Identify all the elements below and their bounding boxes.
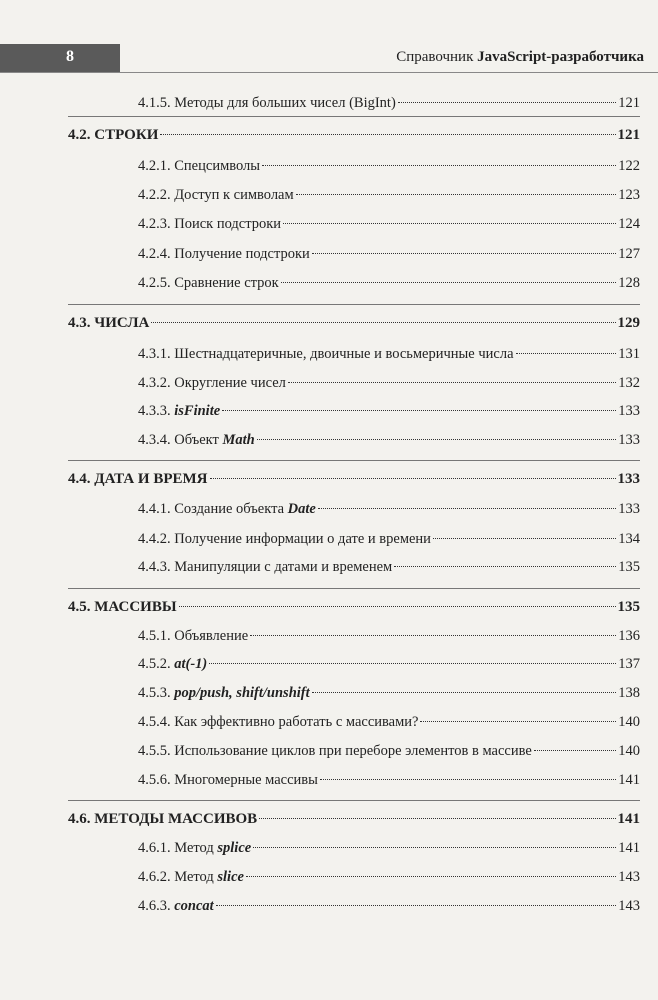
toc-entry-page: 141: [617, 811, 640, 827]
toc-subsection-entry[interactable]: [138, 429, 640, 451]
toc-entry-title: [138, 866, 244, 888]
toc-entry-text: Создание объекта: [174, 501, 288, 517]
toc-entry-text: Округление чисел: [174, 375, 286, 391]
toc-entry-page: 133: [618, 501, 640, 517]
toc-entry-title: [138, 92, 396, 114]
toc-entry-number: 4.5.4.: [138, 714, 175, 730]
toc-entry-title: [138, 429, 255, 451]
toc-entry-page: 143: [618, 869, 640, 885]
toc-entry-page: 124: [618, 216, 640, 232]
toc-entry-number: 4.2.4.: [138, 246, 175, 262]
toc-entry-number: 4.5.6.: [138, 772, 175, 788]
toc-entry-title: [68, 468, 208, 490]
toc-entry-code: Math: [222, 432, 255, 448]
toc-entry-title: [68, 808, 257, 830]
toc-subsection-entry[interactable]: [138, 498, 640, 520]
toc-entry-text: Сравнение строк: [174, 275, 279, 291]
dot-leader: [257, 439, 617, 440]
toc-entry-number: 4.2.5.: [138, 275, 175, 291]
toc-subsection-entry[interactable]: [138, 769, 640, 791]
toc-entry-title: [68, 312, 149, 334]
dot-leader: [262, 165, 616, 166]
toc-entry-page: 121: [617, 127, 640, 143]
dot-leader: [216, 905, 617, 906]
toc-entry-number: 4.5.2.: [138, 656, 175, 672]
dot-leader: [318, 508, 616, 509]
toc-section-entry[interactable]: [68, 124, 640, 146]
dot-leader: [283, 223, 616, 224]
toc-entry-text: Методы для больших чисел (BigInt): [174, 95, 396, 111]
toc-entry-text: Как эффективно работать с массивами?: [174, 714, 419, 730]
toc-entry-page: 127: [618, 246, 640, 262]
dot-leader: [151, 322, 615, 323]
toc-entry-number: 4.2.1.: [138, 158, 175, 174]
toc-entry-text: Объект: [174, 432, 223, 448]
toc-entry-page: 121: [618, 95, 640, 111]
toc-subsection-entry[interactable]: [138, 711, 640, 733]
toc-entry-title: [138, 682, 310, 704]
toc-section-entry[interactable]: [68, 468, 640, 490]
toc-entry-text: ЧИСЛА: [94, 315, 150, 331]
toc-subsection-entry[interactable]: [138, 343, 640, 365]
toc-section-entry[interactable]: [68, 808, 640, 830]
toc-section-entry[interactable]: [68, 312, 640, 334]
toc-entry-text: Шестнадцатеричные, двоичные и восьмеричные числа: [174, 346, 514, 362]
toc-entry-text: Получение подстроки: [174, 246, 310, 262]
toc-subsection-entry[interactable]: [138, 155, 640, 177]
toc-entry-code: isFinite: [174, 403, 221, 419]
toc-entry-text: Использование циклов при переборе элементов в массиве: [174, 743, 532, 759]
toc-entry-page: 133: [618, 403, 640, 419]
toc-entry-page: 128: [618, 275, 640, 291]
toc-subsection-entry[interactable]: [138, 243, 640, 265]
dot-leader: [210, 478, 616, 479]
toc-entry-page: 137: [618, 656, 640, 672]
toc-subsection-entry[interactable]: [138, 740, 640, 762]
toc-entry-number: 4.3.2.: [138, 375, 175, 391]
toc-entry-code: concat: [174, 898, 214, 914]
toc-entry-title: [138, 625, 248, 647]
toc-entry-title: [138, 769, 318, 791]
toc-entry-number: 4.4.1.: [138, 501, 175, 517]
section-separator: [68, 460, 640, 461]
toc-entry-title: [138, 213, 281, 235]
toc-entry-text: Метод: [174, 869, 218, 885]
toc-entry-text: Поиск подстроки: [174, 216, 282, 232]
toc-entry-text: Спецсимволы: [174, 158, 261, 174]
toc-entry-page: 122: [618, 158, 640, 174]
section-separator: [68, 588, 640, 589]
toc-entry-text: МЕТОДЫ МАССИВОВ: [94, 811, 258, 827]
toc-section-entry[interactable]: [68, 596, 640, 618]
toc-entry-page: 140: [618, 743, 640, 759]
toc-subsection-entry[interactable]: [138, 272, 640, 294]
toc-entry-page: 135: [617, 599, 640, 615]
dot-leader: [296, 194, 617, 195]
toc-entry-title: [138, 400, 220, 422]
dot-leader: [312, 692, 617, 693]
toc-entry-title: [138, 372, 286, 394]
dot-leader: [222, 410, 616, 411]
toc-entry-page: 131: [618, 346, 640, 362]
toc-subsection-entry[interactable]: [138, 682, 640, 704]
toc-subsection-entry[interactable]: [138, 866, 640, 888]
toc-entry-text: Метод: [174, 840, 218, 856]
toc-entry-title: [138, 740, 532, 762]
dot-leader: [320, 779, 616, 780]
section-separator: [68, 800, 640, 801]
toc-entry-title: [138, 155, 260, 177]
toc-entry-title: [138, 184, 294, 206]
toc-entry-page: 134: [618, 531, 640, 547]
toc-subsection-entry[interactable]: [138, 837, 640, 859]
dot-leader: [394, 566, 616, 567]
toc-entry-title: [138, 895, 214, 917]
toc-entry-number: 4.5.1.: [138, 628, 175, 644]
toc-entry-title: [138, 528, 431, 550]
toc-entry-text: СТРОКИ: [94, 127, 159, 143]
toc-entry-number: 4.6.2.: [138, 869, 175, 885]
toc-entry-title: [138, 243, 310, 265]
toc-subsection-entry[interactable]: [138, 213, 640, 235]
toc-entry-page: 135: [618, 559, 640, 575]
toc-entry-number: 4.1.5.: [138, 95, 175, 111]
toc-entry-text: Манипуляции с датами и временем: [174, 559, 393, 575]
toc-entry-number: 4.3.4.: [138, 432, 175, 448]
toc-entry-number: 4.5.3.: [138, 685, 175, 701]
toc-entry-page: 141: [618, 772, 640, 788]
page-number: 8: [66, 48, 74, 65]
toc-entry-number: 4.5.: [68, 599, 95, 615]
toc-entry-page: 133: [617, 471, 640, 487]
toc-entry-title: [138, 711, 418, 733]
toc-subsection-entry[interactable]: [138, 653, 640, 675]
dot-leader: [288, 382, 616, 383]
toc-entry-number: 4.2.2.: [138, 187, 175, 203]
toc-entry-number: 4.4.2.: [138, 531, 175, 547]
toc-entry-number: 4.6.1.: [138, 840, 175, 856]
toc-entry-text: ДАТА И ВРЕМЯ: [94, 471, 208, 487]
toc-entry-title: [138, 653, 207, 675]
dot-leader: [398, 102, 616, 103]
section-separator: [68, 116, 640, 117]
toc-entry-number: 4.6.: [68, 811, 95, 827]
book-title-prefix: Справочник: [396, 49, 478, 65]
dot-leader: [516, 353, 617, 354]
toc-subsection-entry[interactable]: [138, 556, 640, 578]
dot-leader: [250, 635, 616, 636]
dot-leader: [420, 721, 616, 722]
dot-leader: [281, 282, 617, 283]
toc-entry-code: splice: [217, 840, 252, 856]
toc-entry-page: 129: [617, 315, 640, 331]
toc-entry-text: МАССИВЫ: [94, 599, 177, 615]
toc-subsection-entry[interactable]: [138, 400, 640, 422]
toc-entry-text: Доступ к символам: [174, 187, 294, 203]
toc-entry-title: [138, 498, 316, 520]
toc-entry-number: 4.4.: [68, 471, 95, 487]
book-title-bold: JavaScript-разработчика: [477, 49, 644, 65]
dot-leader: [179, 606, 616, 607]
toc-entry-title: [138, 272, 279, 294]
toc-entry-page: 123: [618, 187, 640, 203]
toc-subsection-entry[interactable]: [138, 372, 640, 394]
toc-entry-page: 143: [618, 898, 640, 914]
dot-leader: [209, 663, 616, 664]
dot-leader: [312, 253, 616, 254]
toc-entry-text: Объявление: [174, 628, 249, 644]
toc-entry-number: 4.2.3.: [138, 216, 175, 232]
dot-leader: [246, 876, 616, 877]
toc-entry-code: Date: [287, 501, 316, 517]
toc-entry-page: 136: [618, 628, 640, 644]
toc-entry-page: 133: [618, 432, 640, 448]
toc-subsection-entry[interactable]: [138, 184, 640, 206]
toc-entry-page: 140: [618, 714, 640, 730]
toc-entry-code: slice: [217, 869, 244, 885]
toc-subsection-entry[interactable]: [138, 895, 640, 917]
dot-leader: [534, 750, 616, 751]
toc-entry-number: 4.4.3.: [138, 559, 175, 575]
toc-entry-title: [68, 124, 158, 146]
toc-entry-title: [138, 837, 251, 859]
toc-entry-text: Получение информации о дате и времени: [174, 531, 431, 547]
toc-entry-page: 132: [618, 375, 640, 391]
toc-entry-number: 4.5.5.: [138, 743, 175, 759]
toc-entry-number: 4.3.: [68, 315, 95, 331]
toc-subsection-entry[interactable]: [138, 528, 640, 550]
dot-leader: [259, 818, 615, 819]
dot-leader: [433, 538, 616, 539]
toc-entry-number: 4.3.1.: [138, 346, 175, 362]
toc-entry-number: 4.2.: [68, 127, 95, 143]
toc-subsection-entry[interactable]: [138, 625, 640, 647]
dot-leader: [253, 847, 616, 848]
toc-subsection-entry[interactable]: [138, 92, 640, 114]
dot-leader: [160, 134, 615, 135]
toc-entry-text: Многомерные массивы: [174, 772, 318, 788]
toc-entry-number: 4.3.3.: [138, 403, 175, 419]
toc-entry-code: at(-1): [174, 656, 208, 672]
toc-entry-code: pop/push, shift/unshift: [174, 685, 310, 701]
toc-entry-title: [138, 556, 392, 578]
toc-entry-number: 4.6.3.: [138, 898, 175, 914]
toc-entry-page: 138: [618, 685, 640, 701]
section-separator: [68, 304, 640, 305]
toc-entry-page: 141: [618, 840, 640, 856]
toc-entry-title: [68, 596, 177, 618]
toc-entry-title: [138, 343, 514, 365]
